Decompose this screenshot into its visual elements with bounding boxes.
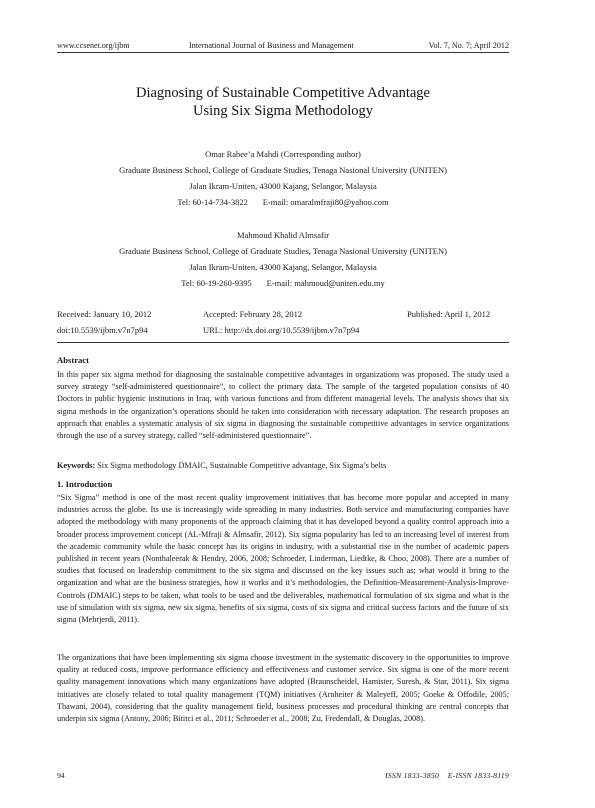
introduction-heading: 1. Introduction — [57, 479, 113, 489]
doi-url[interactable]: URL: http://dx.doi.org/10.5539/ijbm.v7n7p94 — [203, 325, 360, 335]
author-address: Jalan Ikram-Uniten, 43000 Kajang, Selangor, Malaysia — [189, 181, 377, 191]
title-line-1: Diagnosing of Sustainable Competitive Advantage — [136, 85, 430, 101]
received-date: Received: January 10, 2012 — [57, 309, 152, 319]
abstract-text: In this paper six sigma method for diagnosing the sustainable competitive advantages in organizations was proposed. The study used a survey strategy “self-administered questionnaire”, to collect the primary data. The sample of the targeted population consists of 40 Doctors in public hygienic institutions in Iraq, with various functions and from different managerial levels. The analysis shows that six sigma methods in the organization’s operations should be taken into consideration with necessary adaptation. The research proposes an approach that enables a systematic analysis of six sigma in diagnosing the sustainable competitive advantages in service organizations through the use of a survey strategy, called “self-administered questionnaire”. — [57, 370, 509, 441]
keywords — [57, 460, 509, 472]
journal-url[interactable]: www.ccsenet.org/ijbm — [57, 41, 130, 50]
introduction-paragraph-2: The organizations that have been implementing six sigma choose investment in the systematic discovery to the opportunities to improve quality at reduced costs, improve performance efficiency and effectiveness and customer service. Six sigma is one of the more recent quality management innovations which many organizations have adopted (Braunscheidel, Hamister, Suresh, & Star, 2011). Six sigma initiatives are closely related to total quality management (TQM) initiatives (Arnheiter & Maleyeff, 2005; Goeke & Offodile, 2005; Thawani, 2004), considering that the quality management field, business processes and procedural thinking are central concepts that underpin six sigma (Antony, 2006; Bititci et al., 2011; Schroeder et al., 2008; Zu, Fredendall, & Douglas, 2008). — [57, 653, 509, 724]
author-name: Mahmoud Khalid Almsafir — [236, 230, 330, 240]
header-divider — [57, 52, 509, 53]
page-number: 94 — [57, 771, 65, 780]
keywords-text: Six Sigma methodology DMAIC, Sustainable Competitive advantage, Six Sigma’s belts — [95, 461, 387, 470]
published-date: Published: April 1, 2012 — [407, 309, 491, 319]
journal-name: International Journal of Business and Management — [189, 41, 354, 50]
volume-info: Vol. 7, No. 7; April 2012 — [428, 41, 509, 50]
keywords-label: Keywords: — [57, 461, 96, 470]
author-block-1 — [57, 146, 509, 210]
page-footer — [57, 770, 509, 782]
introduction-paragraph-1: “Six Sigma” method is one of the most recent quality improvement initiatives that has become more popular and accepted in many industries across the globe. Its use is increasingly wide spreading in many industries. Both service and manufacturing companies have adopted the methodology with many proponents of the approach claiming that it has developed beyond a quality control approach into a broader process improvement concept (AL-Mfraji & Almsafir, 2012). Six sigma popularity has led to an increasing level of interest from the academic community while the basic concept has its origins in industry, with a substantial rise in the number of academic papers published in recent years (Nonthaleerak & Hendry, 2006, 2008; Schroeder, Linderman, Liedtke, & Choo, 2008). There are a number of studies that focused on leadership commitment to the six sigma and discussed on the key issues such as; what would it bring to the organization and what are the business strategies, how it works and it’s methodologies, the Definition-Measurement-Analysis-Improve-Controls (DMAIC) steps to be taken, what tools to be used and the deliverables, mathematical formulation of six sigma and what is the use of simulation with six sigma, new six sigma, benefits of six sigma, costs of six sigma and critical success factors and the future of six sigma (Mehrjerdi, 2011). — [57, 493, 509, 625]
author-address: Jalan Ikram-Uniten, 43000 Kajang, Selangor, Malaysia — [189, 262, 377, 272]
publication-dates — [57, 306, 509, 322]
author-name: Omar Rabee’a Mahdi (Corresponding author) — [205, 149, 361, 159]
issn: ISSN 1833-3850 E-ISSN 1833-8119 — [384, 771, 509, 780]
author-contact: Tel: 60-14-734-3822 E-mail: omaralmfraji80@yahoo.com — [177, 197, 389, 207]
paper-title — [57, 84, 509, 120]
publication-identifiers — [57, 322, 509, 338]
author-affiliation: Graduate Business School, College of Graduate Studies, Tenaga Nasional University (UNITEN) — [119, 246, 447, 256]
title-line-2: Using Six Sigma Methodology — [192, 103, 374, 119]
running-header — [57, 40, 509, 52]
abstract-heading: Abstract — [57, 355, 89, 365]
author-block-2 — [57, 227, 509, 291]
author-contact: Tel: 60-19-260-9395 E-mail: mahmoud@uniten.edu.my — [181, 278, 385, 288]
meta-divider — [57, 342, 509, 343]
accepted-date: Accepted: February 28, 2012 — [203, 309, 303, 319]
author-affiliation: Graduate Business School, College of Graduate Studies, Tenaga Nasional University (UNITEN) — [119, 165, 447, 175]
doi: doi:10.5539/ijbm.v7n7p94 — [57, 325, 148, 335]
